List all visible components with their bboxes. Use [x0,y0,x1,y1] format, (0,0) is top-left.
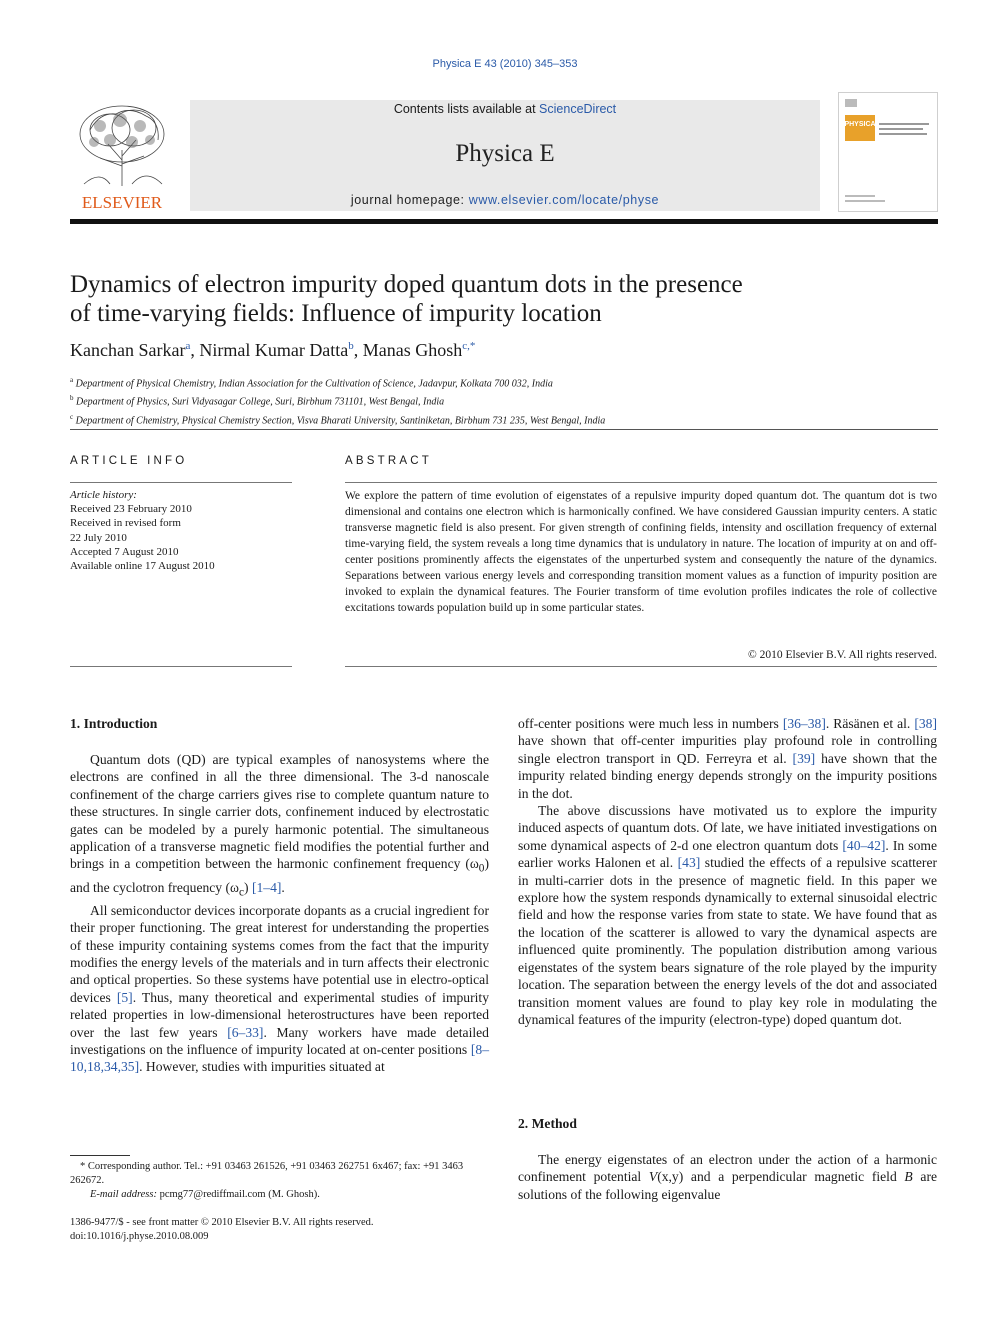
method-paragraph [518,1151,937,1203]
affiliations [70,373,930,428]
abstract-text: We explore the pattern of time evolution of eigenstates of a repulsive impurity doped quantum dot. The quantum dot is two dimensional and contains one electron which is harmonically confined. We have considered Gaussian impurity centers. A static transverse magnetic field is also present. For given strength of confining fields, intensity and oscillation frequency of external time-varying field, the system reveals a long time dynamics that is undulatory in nature. The location of impurity at on and off-center positions prominently affects the eigenstates of the unperturbed system and consequently the nature of the dynamics. Separations between various energy levels and corresponding transition moment values as a function of impurity position are invoked to explain the dynamical features. The Fourier transform of time evolution profiles indicates the role of collective excitations towards population build up in some particular states. [345,490,937,614]
affil-text: Department of Chemistry, Physical Chemistry Section, Visva Bharati University, Santiniketan, Birbhum 731 235, West Bengal, India [75,414,606,426]
cover-label: PHYSICA [844,121,876,128]
doi-link[interactable]: doi:10.1016/j.physe.2010.08.009 [70,1231,209,1243]
citation-link[interactable]: [36–38] [782,716,826,731]
author-affil-mark[interactable]: b [348,340,354,352]
header-divider [70,429,938,430]
abstract-rule [345,482,937,483]
citation-link[interactable]: [6–33] [227,1024,264,1040]
introduction-left-column [70,751,489,1076]
elsevier-logo [70,100,174,212]
article-history [70,488,292,573]
section-heading-method: 2. Method [518,1116,577,1131]
author-name[interactable]: Kanchan Sarkar [70,340,186,360]
author-separator: , [353,340,363,360]
affil-mark: a [70,376,74,384]
title-line-1: Dynamics of electron impurity doped quantum dots in the presence [70,271,743,298]
author-affil-mark[interactable]: c,* [462,340,476,352]
homepage-link[interactable]: www.elsevier.com/locate/physe [468,193,660,207]
journal-homepage [190,193,820,207]
affiliation-item [70,373,930,391]
history-item: Received 23 February 2010 [70,503,192,516]
footnote-email-line [70,1188,490,1202]
elsevier-wordmark: ELSEVIER [81,193,163,212]
journal-cover-thumbnail[interactable] [838,92,938,212]
article-title [70,270,930,328]
affil-mark: c [70,412,74,421]
footnote-rule [70,1155,130,1156]
citation-link[interactable]: [1–4] [251,879,282,895]
corresponding-author-footnote [70,1160,490,1203]
author-name[interactable]: Manas Ghosh [362,340,463,360]
author-name[interactable]: Nirmal Kumar Datta [199,340,349,360]
article-info-rule [70,482,292,483]
history-item: Available online 17 August 2010 [70,560,215,573]
contents-prefix: Contents lists available at [393,102,540,116]
abstract-bottom-rule [345,666,937,667]
footnote-contact: * Corresponding author. Tel.: +91 03463 261526, +91 03463 262751 6x467; fax: +91 3463 262672. [70,1161,464,1187]
article-info-bottom-rule [70,666,292,667]
sciencedirect-link[interactable]: ScienceDirect [539,102,617,116]
body-paragraph: Quantum dots (QD) are typical examples of nanosystems where the electrons are confined in all the three dimensional. The 3-d nanoscale confinement of the charge carriers gives rise to complete quantum nature to these structures. In single carrier dots, confinement induced by electrostatic gates can be modeled by a purely harmonic potential. The simultaneous application of a transverse magnetic field modifies the potential further and brings in a competition between the harmonic confinement frequency $(\omega_0)$ and the cyclotron frequency $(\omega_c)$ [1–4]. [70,752,489,899]
citation-link[interactable]: [40–42] [842,837,886,853]
title-line-2: of time-varying fields: Influence of impurity location [70,300,602,327]
body-paragraph: The energy eigenstates of an electron under the action of a harmonic confinement potential V(x,y) and a perpendicular magnetic field B are solutions of the following eigenvalue [518,1152,938,1202]
affil-text: Department of Physical Chemistry, Indian Association for the Cultivation of Science, Jadavpur, Kolkata 700 032, India [75,378,553,390]
homepage-prefix: journal homepage: [350,193,469,207]
journal-name: Physica E [455,140,555,167]
history-item: Received in revised form [70,517,181,530]
email-label: E-mail address: [90,1189,157,1201]
affil-text: Department of Physics, Suri Vidyasagar College, Suri, Birbhum 731101, West Bengal, India [76,396,445,408]
elsevier-tree-icon [70,100,174,212]
issn-block [70,1216,490,1244]
body-paragraph: All semiconductor devices incorporate dopants as a crucial ingredient for their proper functioning. The great interest for understanding the properties of these impurity containing systems comes from the fact that the impurity modifies the energy levels of the materials and in turn affects their electronic and optical properties. So these systems have potential use in electro-optical devices [5]. Thus, many theoretical and experimental studies of impurity related properties in low-dimensional heterostructures have been reported over the last few years [6–33]. Many workers have made detailed investigations on the influence of impurity located at on-center positions [8–10,18,34,35]. However, studies with impurities situated at [70,902,489,1075]
citation-link[interactable]: [8–10,18,34,35] [70,1041,489,1075]
journal-citation[interactable]: Physica E 43 (2010) 345–353 [432,58,578,70]
history-item: 22 July 2010 [70,531,127,544]
section-heading-introduction: 1. Introduction [70,716,158,731]
citation-link[interactable]: [43] [677,855,701,871]
citation-link[interactable]: [39] [792,750,816,766]
history-heading: Article history: [70,489,137,501]
cover-image-icon [839,93,937,211]
author-affil-mark[interactable]: a [185,340,191,352]
citation-link[interactable]: [38] [914,716,937,731]
abstract-copyright: © 2010 Elsevier B.V. All rights reserved. [748,649,937,661]
body-paragraph: The above discussions have motivated us to explore the impurity induced aspects of quantum dots. Of late, we have initiated investigations on some dynamical aspects of 2-d one electron quantum dots [40–42]. In some earlier works Halonen et al. [43] studied the effects of a repulsive scatterer in multi-carrier dots in the presence of magnetic field. In this paper we explore how the system responds dynamically to external sinusoidal electric field and how the response varies from state to state. We have found that as the location of the scatterer is allowed to vary the dynamical aspects are influenced quite prominently. The population distribution among various eigenstates of the system bears signature of the role played by the impurity location. The separation between the energy levels of the dot and associated transition moment values are found to play key role in modulating the dynamical features of the impurity (electron-type) doped quantum dot. [518,803,938,1027]
masthead-rule [70,219,938,224]
introduction-right-column [518,715,937,1028]
contents-line [190,102,820,116]
email-address[interactable]: pcmg77@rediffmail.com (M. Ghosh). [156,1189,320,1201]
author-separator: , [190,340,200,360]
affiliation-item [70,391,930,409]
affil-mark: b [70,394,74,403]
citation-link[interactable]: [5] [116,989,133,1005]
author-list [70,340,475,361]
affiliation-item [70,410,930,428]
issn-line: 1386-9477/$ - see front matter © 2010 Elsevier B.V. All rights reserved. [70,1217,374,1228]
article-info-heading: ARTICLE INFO [70,455,188,467]
body-paragraph: off-center positions were much less in numbers [36–38]. Räsänen et al. [38] have shown that off-center impurities play profound role in controlling single electron transport in QD. Ferreyra et al. [39] have shown that the impurity related binding energy depends strongly on the impurity positions in the dot. [518,716,938,801]
history-item: Accepted 7 August 2010 [70,545,179,558]
abstract-heading: ABSTRACT [345,455,432,467]
